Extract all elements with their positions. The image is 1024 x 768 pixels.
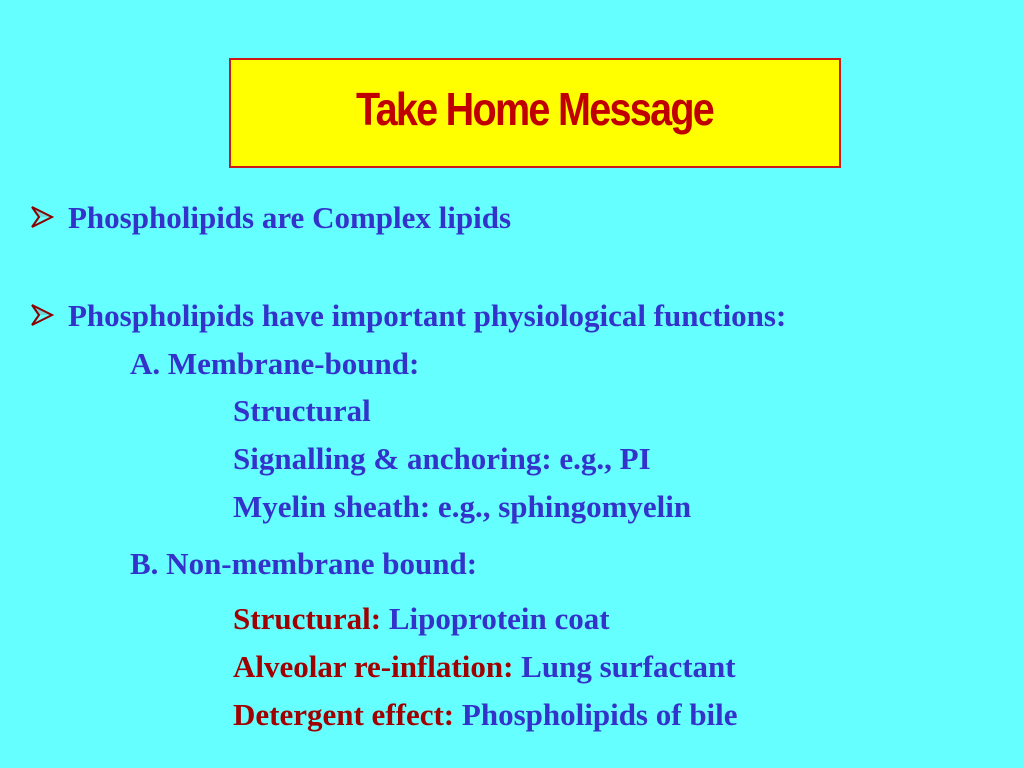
section-b-value: Phospholipids of bile xyxy=(461,697,738,732)
section-a-heading: A. Membrane-bound: xyxy=(130,346,420,381)
section-b-label: Structural: xyxy=(233,601,382,636)
section-b-item xyxy=(233,649,736,685)
section-b-item xyxy=(233,697,738,733)
section-b-label: Alveolar re-inflation: xyxy=(233,649,514,684)
section-b-label: Detergent effect: xyxy=(233,697,455,732)
section-a-item: Signalling & anchoring: e.g., PI xyxy=(233,441,651,476)
section-b-value: Lipoprotein coat xyxy=(388,601,610,636)
title-box xyxy=(229,58,841,168)
arrow-bullet-icon xyxy=(30,303,54,327)
section-b-heading: B. Non-membrane bound: xyxy=(130,546,478,581)
arrow-bullet-icon xyxy=(30,205,54,229)
section-a-item: Myelin sheath: e.g., sphingomyelin xyxy=(233,489,692,524)
section-a-item: Structural xyxy=(233,393,371,428)
bullet-text-1: Phospholipids are Complex lipids xyxy=(68,200,512,235)
bullet-text-2: Phospholipids have important physiological functions: xyxy=(68,298,787,333)
section-b-value: Lung surfactant xyxy=(521,649,736,684)
slide-title: Take Home Message xyxy=(356,83,714,135)
section-b-item xyxy=(233,601,610,637)
